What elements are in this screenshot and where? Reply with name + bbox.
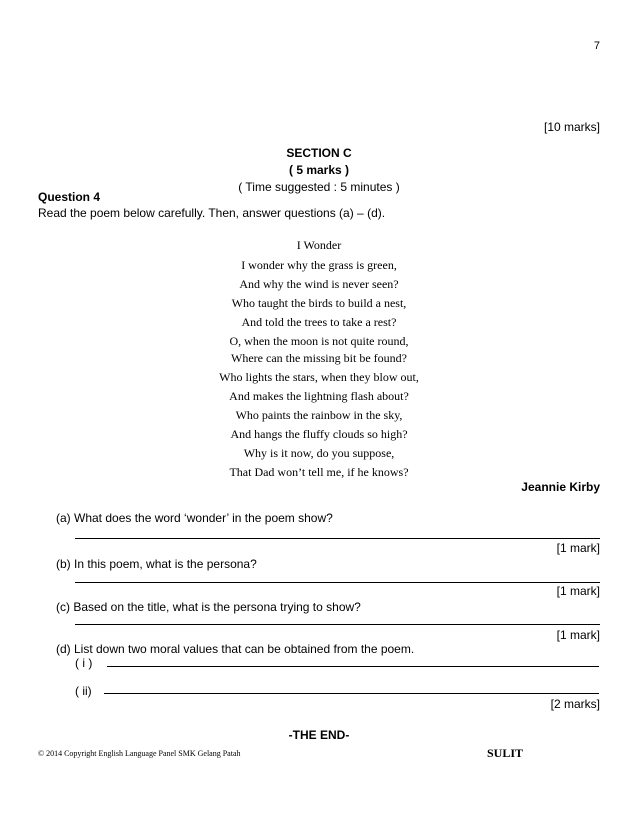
question-d-text: (d) List down two moral values that can be obtained from the poem. — [56, 642, 415, 656]
question-d-marks: [2 marks] — [550, 697, 600, 711]
poem-line: That Dad won’t tell me, if he knows? — [229, 465, 409, 479]
question-a-text: (a) What does the word ‘wonder’ in the poem show? — [56, 511, 333, 525]
question-c-marks: [1 mark] — [556, 628, 600, 642]
poem-line: Who taught the birds to build a nest, — [231, 296, 407, 310]
answer-line-d-ii[interactable] — [104, 693, 599, 694]
previous-section-marks: [10 marks] — [543, 120, 600, 134]
question-a-marks: [1 mark] — [556, 541, 600, 555]
poem-line: And told the trees to take a rest? — [241, 315, 397, 329]
question-b-text: (b) In this poem, what is the persona? — [56, 557, 257, 571]
the-end: -THE END- — [288, 728, 350, 742]
answer-label-d-ii: ( ii) — [75, 684, 92, 698]
answer-line-c[interactable] — [75, 624, 600, 625]
poem-line: Who paints the rainbow in the sky, — [235, 408, 403, 422]
section-marks: ( 5 marks ) — [288, 163, 350, 177]
poem-line: Why is it now, do you suppose, — [243, 446, 395, 460]
poem-line: I wonder why the grass is green, — [241, 258, 397, 272]
copyright-footer: © 2014 Copyright English Language Panel SMK Gelang Patah — [38, 749, 241, 758]
poem-line: And makes the lightning flash about? — [229, 389, 409, 403]
poem-line: O, when the moon is not quite round, — [229, 334, 409, 348]
poem-line: And hangs the fluffy clouds so high? — [230, 427, 408, 441]
section-title: SECTION C — [286, 146, 352, 160]
poem-line: Who lights the stars, when they blow out, — [219, 370, 419, 384]
question-instruction: Read the poem below carefully. Then, answer questions (a) – (d). — [38, 206, 386, 220]
poem-title: I Wonder — [296, 238, 342, 252]
question-title: Question 4 — [38, 190, 101, 204]
answer-line-b[interactable] — [75, 582, 600, 583]
page-number: 7 — [593, 40, 600, 52]
poem-line: And why the wind is never seen? — [239, 277, 399, 291]
poem-author: Jeannie Kirby — [521, 480, 600, 494]
section-time: ( Time suggested : 5 minutes ) — [238, 180, 400, 194]
question-c-text: (c) Based on the title, what is the persona trying to show? — [56, 600, 361, 614]
question-b-marks: [1 mark] — [556, 584, 600, 598]
classification-label: SULIT — [487, 746, 524, 760]
answer-line-a[interactable] — [75, 538, 600, 539]
answer-label-d-i: ( i ) — [75, 656, 93, 670]
answer-line-d-i[interactable] — [107, 666, 599, 667]
poem-line: Where can the missing bit be found? — [231, 351, 407, 365]
